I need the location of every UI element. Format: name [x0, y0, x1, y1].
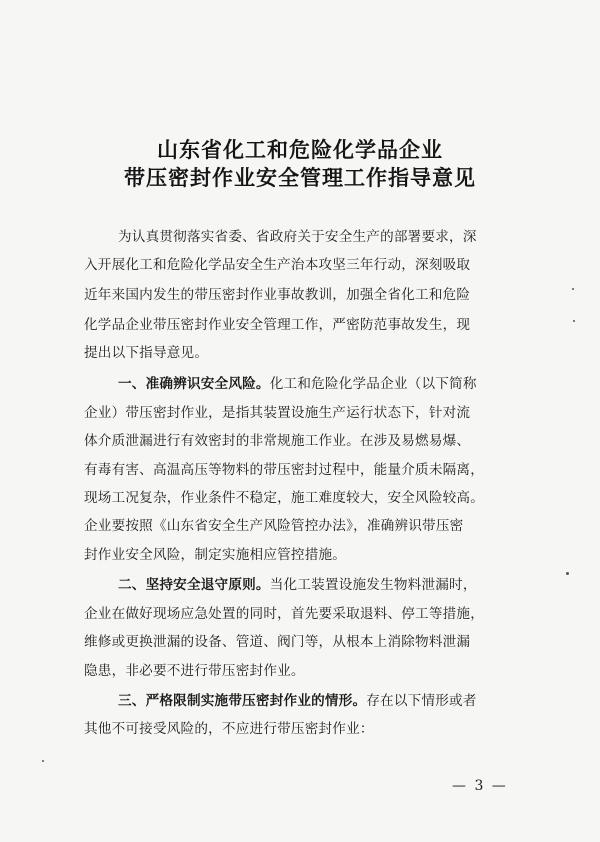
section-1-line: 封作业安全风险，制定实施相应管控措施。 — [84, 547, 347, 563]
section-1-text: 化工和危险化学品企业（以下简称 — [269, 376, 477, 392]
scan-speck — [42, 760, 44, 762]
section-1-line: 有毒有害、高温高压等物料的带压密封过程中，能量介质未隔离， — [84, 462, 485, 478]
scan-speck — [572, 288, 574, 290]
section-2-line: 维修或更换泄漏的设备、管道、阀门等，从根本上消除物料泄漏 — [84, 634, 471, 650]
intro-line: 提出以下指导意见。 — [84, 345, 209, 361]
intro-line: 近年来国内发生的带压密封作业事故教训，加强全省化工和危险 — [84, 287, 471, 303]
section-1-line: 现场工况复杂，作业条件不稳定，施工难度较大，安全风险较高。 — [84, 490, 485, 506]
section-3-line: 其他不可接受风险的，不应进行带压密封作业： — [84, 721, 374, 737]
section-2-line: 隐患，非必要不进行带压密封作业。 — [84, 663, 305, 679]
scan-speck — [573, 320, 575, 322]
document-title-line-2: 带压密封作业安全管理工作指导意见 — [124, 165, 476, 190]
intro-line: 为认真贯彻落实省委、省政府关于安全生产的部署要求，深 — [118, 229, 477, 245]
section-1-first-line — [118, 372, 558, 392]
intro-line: 化学品企业带压密封作业安全管理工作，严密防范事故发生，现 — [84, 317, 471, 333]
intro-line: 入开展化工和危险化学品安全生产治本攻坚三年行动，深刻吸取 — [84, 257, 471, 273]
document-title-line-1: 山东省化工和危险化学品企业 — [157, 137, 443, 162]
scan-speck — [566, 572, 569, 575]
section-1-heading: 一、准确辨识安全风险。 — [118, 376, 270, 392]
section-2-line: 企业在做好现场应急处置的同时，首先要采取退料、停工等措施， — [84, 606, 485, 622]
section-3-heading: 三、严格限制实施带压密封作业的情形。 — [118, 693, 367, 709]
section-2-first-line — [118, 573, 558, 593]
section-2-text: 当化工装置设施发生物料泄漏时， — [269, 577, 477, 593]
section-3-text: 存在以下情形或者 — [366, 693, 477, 709]
section-1-line: 企业）带压密封作业，是指其装置设施生产运行状态下，针对流 — [84, 405, 471, 421]
section-2-heading: 二、坚持安全退守原则。 — [118, 577, 270, 593]
section-1-line: 体介质泄漏进行有效密封的非常规施工作业。在涉及易燃易爆、 — [84, 433, 471, 449]
section-3-first-line — [118, 689, 558, 709]
section-1-line: 企业要按照《山东省安全生产风险管控办法》，准确辨识带压密 — [84, 518, 464, 534]
page-number: — 3 — — [452, 778, 508, 794]
